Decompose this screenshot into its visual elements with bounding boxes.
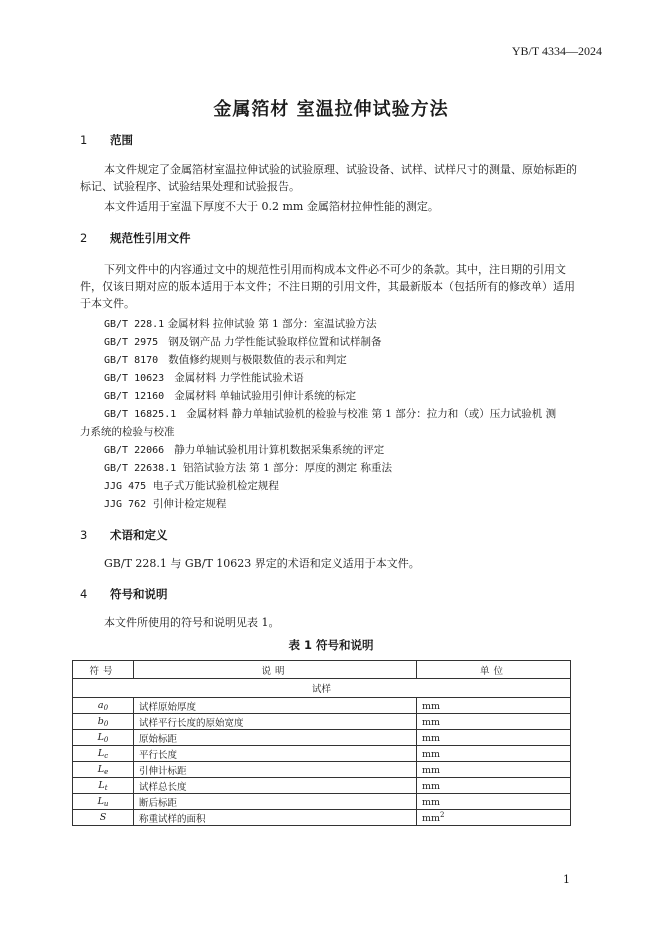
reference-title: 电子式万能试验机检定规程 (152, 480, 279, 492)
section-3-title: 术语和定义 (110, 528, 168, 542)
table-row (73, 698, 571, 714)
table-row (73, 730, 571, 746)
section-1-number: 1 (80, 133, 88, 147)
table-row (73, 714, 571, 730)
table-row (73, 778, 571, 794)
reference-code: JJG 762 (104, 499, 147, 510)
page-number: 1 (563, 873, 570, 886)
symbol-cell: $L_t$ (73, 778, 134, 794)
unit-cell: mm (417, 730, 571, 746)
reference-code: GB/T 8170 (104, 355, 159, 366)
reference-code: GB/T 22638.1 (104, 463, 177, 474)
symbols-table (72, 660, 571, 826)
unit-cell: $mm^2$ (417, 810, 571, 826)
section-4-paragraph: 本文件所使用的符号和说明见表 1。 (104, 616, 280, 629)
table-header-row (73, 661, 571, 679)
reference-title: 引伸计检定规程 (152, 498, 227, 510)
reference-item (104, 316, 377, 333)
symbol-cell: $L_c$ (73, 746, 134, 762)
section-3-number: 3 (80, 528, 88, 542)
unit-cell: mm (417, 698, 571, 714)
section-1-title: 范围 (110, 133, 133, 147)
reference-code: GB/T 22066 (104, 445, 165, 456)
reference-code: GB/T 2975 (104, 337, 159, 348)
section-2-title: 规范性引用文件 (110, 231, 191, 245)
symbol-cell: $a_0$ (73, 698, 134, 714)
reference-code: GB/T 10623 (104, 373, 165, 384)
reference-item (104, 496, 226, 513)
reference-item (104, 406, 556, 423)
section-2-number: 2 (80, 231, 88, 245)
description-cell: 平行长度 (134, 746, 417, 762)
reference-code: GB/T 12160 (104, 391, 165, 402)
reference-title: 铝箔试验方法 第 1 部分：厚度的测定 称重法 (182, 462, 392, 474)
section-1-heading (80, 132, 133, 148)
standard-code: YB/T 4334—2024 (511, 44, 602, 58)
reference-title: 金属材料 拉伸试验 第 1 部分：室温试验方法 (167, 318, 377, 330)
reference-title: 金属材料 单轴试验用引伸计系统的标定 (174, 390, 357, 402)
reference-item (104, 388, 356, 405)
unit-cell: mm (417, 714, 571, 730)
reference-continuation: 力系统的检验与校准 (80, 426, 175, 438)
section-3-heading (80, 527, 168, 543)
section-4-number: 4 (80, 587, 88, 601)
section-3-paragraph: GB/T 228.1 与 GB/T 10623 界定的术语和定义适用于本文件。 (104, 557, 420, 570)
header-description: 说明 (134, 661, 417, 679)
section-4-title: 符号和说明 (110, 587, 168, 601)
table-row (73, 746, 571, 762)
reference-item (104, 352, 347, 369)
symbol-cell: $L_u$ (73, 794, 134, 810)
reference-item (104, 442, 384, 459)
description-cell: 试样平行长度的原始宽度 (134, 714, 417, 730)
group-label: 试样 (73, 679, 571, 698)
table-row (73, 762, 571, 778)
description-cell: 原始标距 (134, 730, 417, 746)
description-cell: 试样总长度 (134, 778, 417, 794)
symbol-cell: $b_0$ (73, 714, 134, 730)
symbol-cell: $L_0$ (73, 730, 134, 746)
reference-code: GB/T 16825.1 (104, 409, 177, 420)
header-symbol: 符号 (73, 661, 134, 679)
reference-item (104, 370, 304, 387)
document-title: 金属箔材 室温拉伸试验方法 (213, 99, 449, 120)
reference-title: 金属材料 力学性能试验术语 (174, 372, 304, 384)
unit-cell: mm (417, 762, 571, 778)
section-1-paragraph-1: 本文件规定了金属箔材室温拉伸试验的试验原理、试验设备、试样、试样尺寸的测量、原始标距的标记、试验程序、试验结果处理和试验报告。 (80, 163, 577, 193)
table-caption: 表 1 符号和说明 (288, 638, 374, 652)
description-cell: 断后标距 (134, 794, 417, 810)
reference-title: 数值修约规则与极限数值的表示和判定 (168, 354, 347, 366)
table-row (73, 810, 571, 826)
unit-cell: mm (417, 794, 571, 810)
section-1-paragraph-2: 本文件适用于室温下厚度不大于 0.2 mm 金属箔材拉伸性能的测定。 (104, 200, 439, 213)
section-2-heading (80, 230, 191, 246)
reference-code: JJG 475 (104, 481, 147, 492)
description-cell: 称重试样的面积 (134, 810, 417, 826)
symbol-cell: $L_e$ (73, 762, 134, 778)
unit-cell: mm (417, 746, 571, 762)
section-4-heading (80, 586, 168, 602)
reference-item (104, 334, 382, 351)
table-row (73, 794, 571, 810)
reference-title: 静力单轴试验机用计算机数据采集系统的评定 (174, 444, 385, 456)
symbol-cell: S (73, 810, 134, 826)
unit-cell: mm (417, 778, 571, 794)
reference-item (104, 460, 392, 477)
reference-title: 金属材料 静力单轴试验机的检验与校准 第 1 部分：拉力和（或）压力试验机 测 (186, 408, 557, 420)
table-group-row (73, 679, 571, 698)
reference-code: GB/T 228.1 (104, 319, 165, 330)
reference-title: 钢及钢产品 力学性能试验取样位置和试样制备 (168, 336, 382, 348)
header-unit: 单位 (417, 661, 571, 679)
description-cell: 试样原始厚度 (134, 698, 417, 714)
reference-item (104, 478, 279, 495)
section-2-intro: 下列文件中的内容通过文中的规范性引用而构成本文件必不可少的条款。其中，注日期的引用文件，仅该日期对应的版本适用于本文件；不注日期的引用文件，其最新版本（包括所有的修改单）适用于本文件。 (80, 263, 575, 310)
description-cell: 引伸计标距 (134, 762, 417, 778)
